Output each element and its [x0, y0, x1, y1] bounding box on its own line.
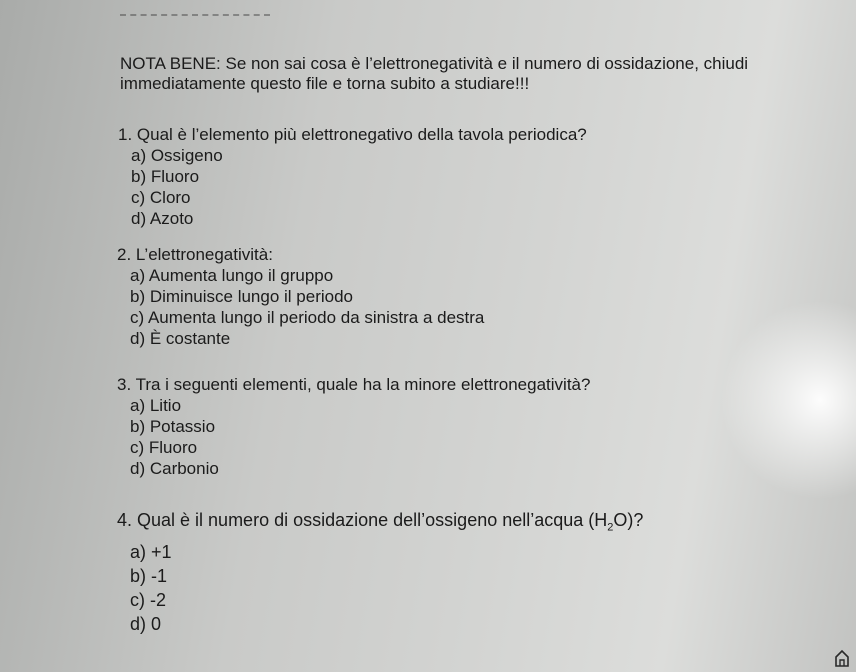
option-b: b) Potassio [130, 417, 216, 436]
home-icon [834, 649, 850, 667]
option-d: d) Azoto [131, 209, 194, 228]
option-d: d) Carbonio [130, 459, 219, 478]
option-c: c) Fluoro [130, 438, 198, 457]
option-a: a) Litio [130, 396, 182, 415]
option-a: a) +1 [130, 541, 172, 562]
subscript-2: 2 [607, 521, 614, 534]
question-4 [117, 508, 643, 636]
option-a: a) Aumenta lungo il gruppo [130, 266, 334, 285]
question-2 [117, 244, 484, 349]
question-1 [118, 124, 587, 229]
option-c: c) Aumenta lungo il periodo da sinistra a destra [130, 308, 485, 327]
question-title: 3. Tra i seguenti elementi, quale ha la minore elettronegatività? [117, 375, 591, 394]
option-d: d) 0 [130, 613, 162, 634]
warning-note: NOTA BENE: Se non sai cosa è l’elettronegatività e il numero di ossidazione, chiudi immediatamente questo file e torna subito a studiare!!! [120, 54, 749, 93]
option-d: d) È costante [130, 329, 231, 348]
question-3 [117, 374, 590, 479]
question-title [117, 508, 643, 540]
option-c: c) Cloro [131, 188, 191, 207]
question-title-suffix: O)? [613, 510, 644, 530]
option-b: b) -1 [130, 565, 168, 586]
option-b: b) Diminuisce lungo il periodo [130, 287, 354, 306]
option-a: a) Ossigeno [131, 146, 223, 165]
question-title: 1. Qual è l’elemento più elettronegativo della tavola periodica? [118, 125, 587, 144]
question-title-prefix: 4. Qual è il numero di ossidazione dell’ossigeno nell’acqua (H [117, 510, 608, 530]
option-c: c) -2 [130, 589, 166, 610]
option-b: b) Fluoro [131, 167, 200, 186]
question-title: 2. L’elettronegatività: [117, 245, 273, 264]
